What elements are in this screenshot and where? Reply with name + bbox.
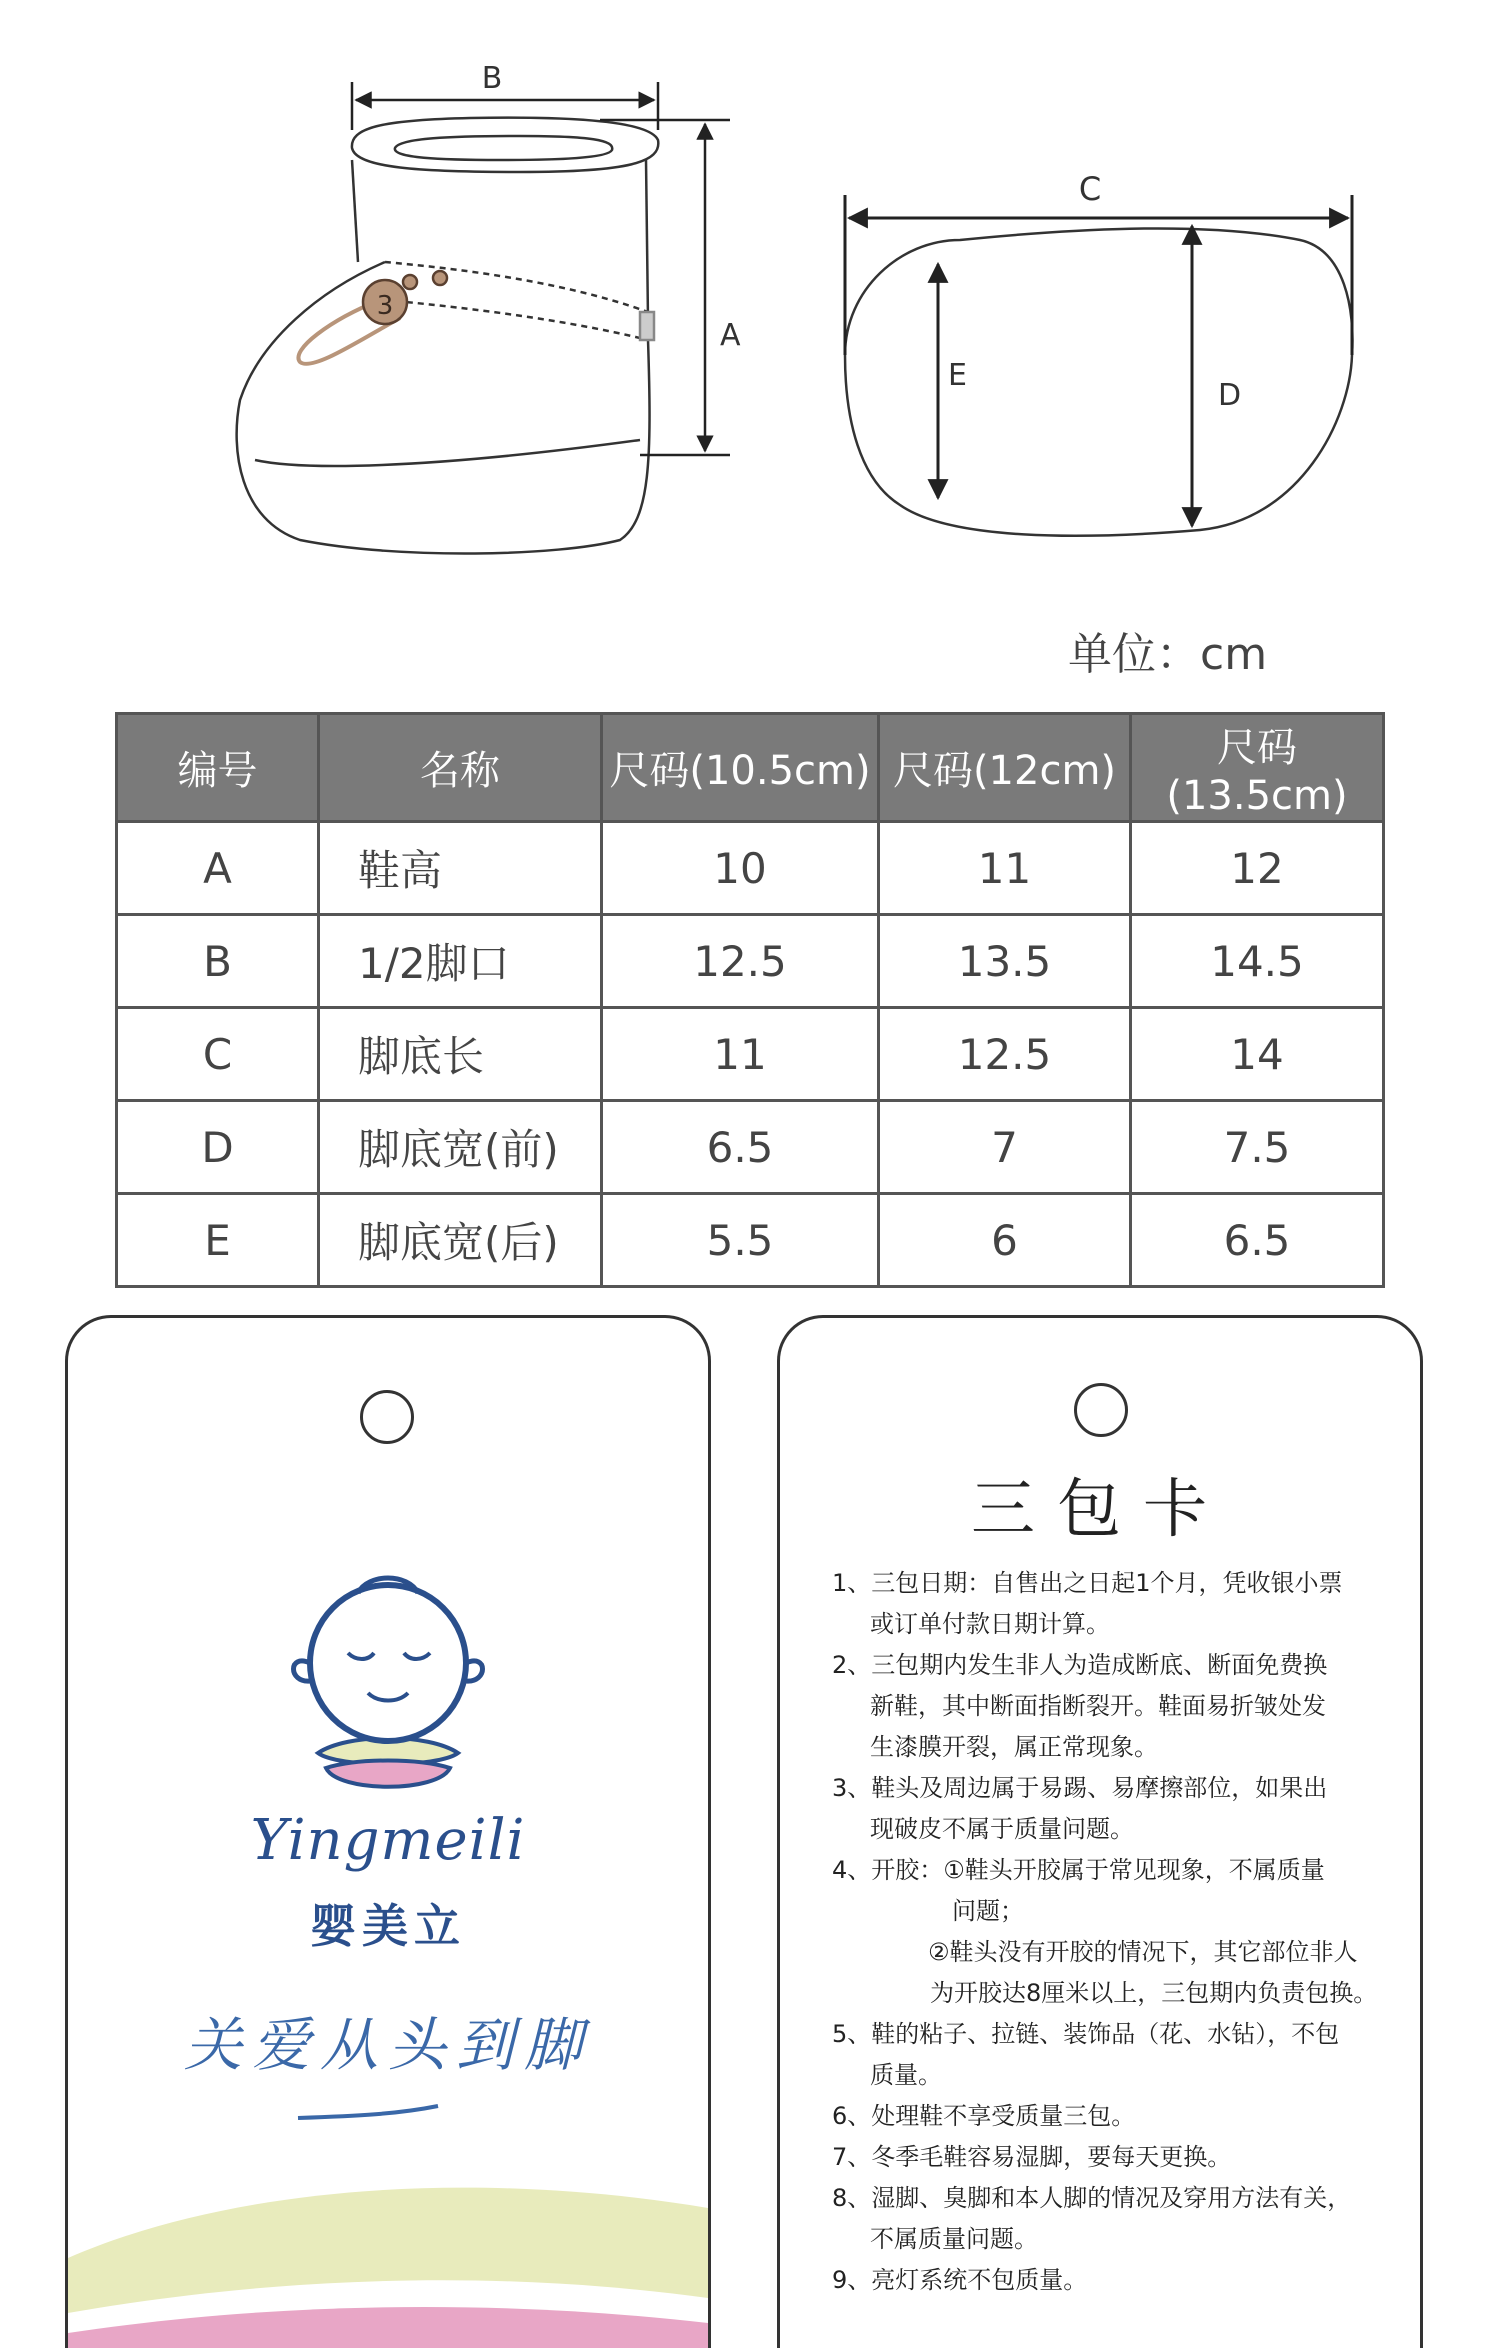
table-row [117, 1101, 1384, 1194]
row-name: 1/2脚口 [319, 915, 602, 1008]
row-name: 脚底长 [319, 1008, 602, 1101]
term-line: 3、鞋头及周边属于易踢、易摩擦部位，如果出 [832, 1774, 1328, 1802]
row-value: 6.5 [602, 1101, 879, 1194]
label-d: D [1218, 378, 1242, 413]
dimension-c [845, 195, 1352, 355]
label-b: B [481, 61, 503, 96]
warranty-card [777, 1315, 1423, 2348]
term-line: 5、鞋的粘子、拉链、装饰品（花、水钻），不包 [832, 2020, 1340, 2048]
row-code: E [117, 1194, 319, 1287]
row-name: 脚底宽(后) [319, 1194, 602, 1287]
term-line: 或订单付款日期计算。 [870, 1610, 1110, 1638]
term-line: 质量。 [870, 2061, 942, 2089]
row-code: B [117, 915, 319, 1008]
hang-hole-icon [360, 1390, 414, 1444]
row-value: 14 [1131, 1008, 1384, 1101]
table-row [117, 915, 1384, 1008]
brand-slogan: 关爱从头到脚 [183, 2011, 592, 2079]
term-line: 1、三包日期：自售出之日起1个月，凭收银小票 [832, 1569, 1343, 1597]
term-line: 现破皮不属于质量问题。 [870, 1815, 1134, 1843]
row-value: 14.5 [1131, 915, 1384, 1008]
warranty-terms [832, 1563, 1392, 2301]
term-line: 8、湿脚、臭脚和本人脚的情况及穿用方法有关， [832, 2184, 1352, 2212]
term-line: ②鞋头没有开胶的情况下，其它部位非人 [928, 1938, 1358, 1966]
row-value: 11 [879, 822, 1131, 915]
brand-hang-tag [65, 1315, 711, 2348]
warranty-title: 三包卡 [971, 1473, 1229, 1547]
row-value: 11 [602, 1008, 879, 1101]
row-value: 7 [879, 1101, 1131, 1194]
brand-name-chinese: 婴美立 [310, 1899, 466, 1953]
term-line: 4、开胶：①鞋头开胶属于常见现象，不属质量 [832, 1856, 1325, 1884]
label-e: E [948, 358, 967, 393]
row-name: 脚底宽(前) [319, 1101, 602, 1194]
dimension-a [600, 120, 730, 455]
size-table-header [117, 714, 1384, 822]
term-line: 问题； [952, 1897, 1024, 1925]
header-size-3: 尺码(13.5cm) [1131, 714, 1384, 822]
term-line: 6、处理鞋不享受质量三包。 [832, 2102, 1136, 2130]
header-size-1: 尺码(10.5cm) [602, 714, 879, 822]
boot-illustration [237, 118, 659, 554]
table-row [117, 1008, 1384, 1101]
boot-tag-text: 3 [376, 291, 394, 321]
term-line: 9、亮灯系统不包质量。 [832, 2266, 1088, 2294]
label-c: C [1078, 170, 1102, 208]
term-line: 不属质量问题。 [870, 2225, 1038, 2253]
row-value: 12 [1131, 822, 1384, 915]
row-code: C [117, 1008, 319, 1101]
row-value: 5.5 [602, 1194, 879, 1287]
baby-logo-icon [258, 1563, 518, 1813]
row-value: 6 [879, 1194, 1131, 1287]
term-line: 新鞋，其中断面指断裂开。鞋面易折皱处发 [870, 1692, 1326, 1720]
row-value: 12.5 [602, 915, 879, 1008]
table-row [117, 1194, 1384, 1287]
header-size-2: 尺码(12cm) [879, 714, 1131, 822]
term-line: 为开胶达8厘米以上，三包期内负责包换。 [930, 1979, 1378, 2007]
table-row [117, 822, 1384, 915]
header-code: 编号 [117, 714, 319, 822]
term-line: 2、三包期内发生非人为造成断底、断面免费换 [832, 1651, 1328, 1679]
row-value: 12.5 [879, 1008, 1131, 1101]
row-value: 10 [602, 822, 879, 915]
hang-hole-icon [1074, 1383, 1128, 1437]
size-table [115, 712, 1385, 1288]
header-name: 名称 [319, 714, 602, 822]
label-a: A [720, 318, 741, 353]
sole-illustration [845, 228, 1352, 535]
unit-label: 单位：cm [1068, 629, 1268, 680]
term-line: 7、冬季毛鞋容易湿脚，要每天更换。 [832, 2143, 1232, 2171]
brand-name-english: Yingmeili [250, 1808, 526, 1873]
row-value: 6.5 [1131, 1194, 1384, 1287]
term-line: 生漆膜开裂，属正常现象。 [870, 1733, 1158, 1761]
row-code: D [117, 1101, 319, 1194]
wave-decoration [68, 2098, 708, 2348]
row-value: 13.5 [879, 915, 1131, 1008]
row-code: A [117, 822, 319, 915]
measurement-diagram [0, 0, 1500, 600]
row-value: 7.5 [1131, 1101, 1384, 1194]
row-name: 鞋高 [319, 822, 602, 915]
